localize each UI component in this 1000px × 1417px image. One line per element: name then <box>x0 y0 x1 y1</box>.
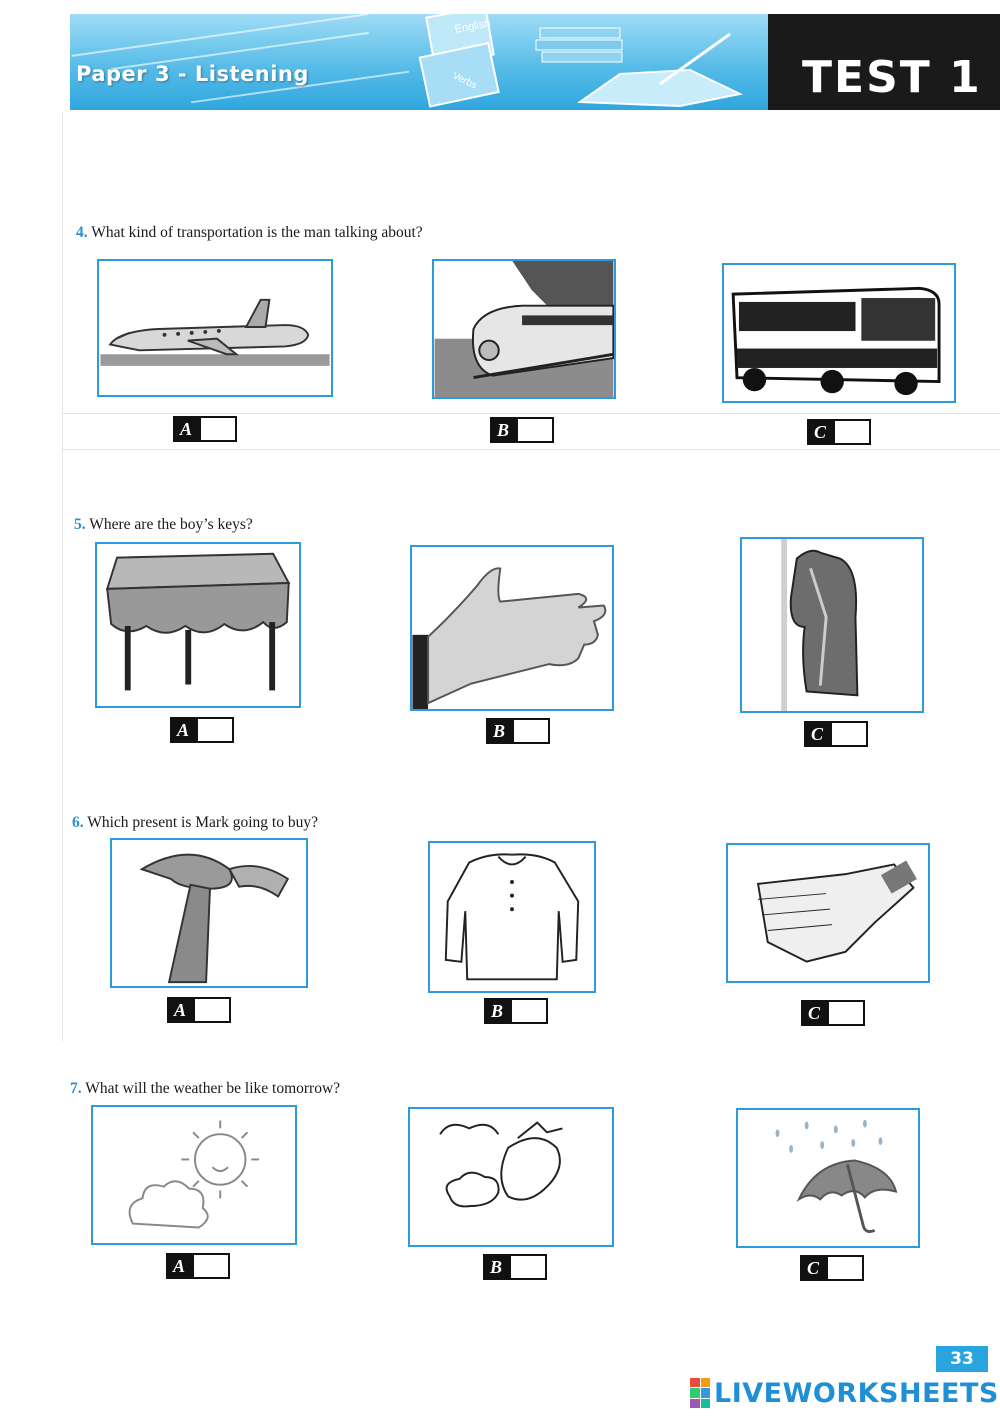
option-letter: C <box>800 1255 826 1281</box>
option-letter: B <box>490 417 516 443</box>
airplane-icon <box>99 261 331 395</box>
option-image-airplane[interactable] <box>97 259 333 397</box>
option-letter: B <box>486 718 512 744</box>
question-number: 5. <box>74 516 86 533</box>
answer-box-b[interactable] <box>490 417 554 443</box>
train-icon <box>434 261 614 397</box>
test-badge <box>768 14 1000 110</box>
option-image-gloves[interactable] <box>726 843 930 983</box>
rainy-icon <box>738 1110 918 1246</box>
option-letter: A <box>167 997 193 1023</box>
option-letter: A <box>166 1253 192 1279</box>
answer-box-b[interactable] <box>486 718 550 744</box>
gloves-icon <box>728 845 928 981</box>
question-text: What will the weather be like tomorrow? <box>85 1080 341 1097</box>
question-5 <box>74 516 253 534</box>
sunny-icon <box>93 1107 295 1243</box>
page-number: 33 <box>936 1346 988 1372</box>
answer-box-c[interactable] <box>804 721 868 747</box>
divider <box>62 449 1000 450</box>
paper-title: Paper 3 - Listening <box>76 62 309 86</box>
answer-input[interactable] <box>826 1255 864 1281</box>
answer-input[interactable] <box>509 1254 547 1280</box>
option-image-sunny[interactable] <box>91 1105 297 1245</box>
liveworksheets-icon <box>690 1378 710 1408</box>
shirt-icon <box>430 843 594 991</box>
brand-name: LIVEWORKSHEETS <box>714 1377 999 1409</box>
answer-box-c[interactable] <box>800 1255 864 1281</box>
answer-input[interactable] <box>196 717 234 743</box>
table-icon <box>97 544 299 706</box>
answer-box-a[interactable] <box>166 1253 230 1279</box>
option-image-scarf[interactable] <box>110 838 308 988</box>
option-image-table[interactable] <box>95 542 301 708</box>
answer-input[interactable] <box>827 1000 865 1026</box>
option-letter: C <box>801 1000 827 1026</box>
answer-input[interactable] <box>512 718 550 744</box>
question-4 <box>76 224 423 242</box>
question-number: 4. <box>76 224 88 241</box>
option-letter: A <box>170 717 196 743</box>
scarf-icon <box>112 840 306 986</box>
jacket-icon <box>742 539 922 711</box>
option-image-windy[interactable] <box>408 1107 614 1247</box>
option-image-rainy[interactable] <box>736 1108 920 1248</box>
option-letter: A <box>173 416 199 442</box>
option-letter: C <box>804 721 830 747</box>
answer-input[interactable] <box>516 417 554 443</box>
answer-input[interactable] <box>192 1253 230 1279</box>
option-letter: B <box>483 1254 509 1280</box>
answer-input[interactable] <box>510 998 548 1024</box>
option-image-bus[interactable] <box>722 263 956 403</box>
header-banner <box>70 14 770 110</box>
option-image-train[interactable] <box>432 259 616 399</box>
divider <box>62 413 1000 414</box>
liveworksheets-logo <box>690 1376 999 1410</box>
answer-box-c[interactable] <box>801 1000 865 1026</box>
question-text: Where are the boy’s keys? <box>89 516 253 533</box>
answer-input[interactable] <box>833 419 871 445</box>
margin-line <box>62 112 63 1042</box>
option-letter: C <box>807 419 833 445</box>
question-6 <box>72 814 318 832</box>
test-label: TEST 1 <box>802 52 982 103</box>
answer-box-a[interactable] <box>173 416 237 442</box>
answer-input[interactable] <box>199 416 237 442</box>
answer-box-c[interactable] <box>807 419 871 445</box>
option-image-shirt[interactable] <box>428 841 596 993</box>
question-number: 6. <box>72 814 84 831</box>
option-image-jacket[interactable] <box>740 537 924 713</box>
question-text: What kind of transportation is the man talking about? <box>91 224 423 241</box>
answer-input[interactable] <box>830 721 868 747</box>
answer-input[interactable] <box>193 997 231 1023</box>
books-illustration <box>410 14 770 110</box>
question-text: Which present is Mark going to buy? <box>87 814 318 831</box>
option-letter: B <box>484 998 510 1024</box>
hand-icon <box>412 547 612 709</box>
bus-icon <box>724 265 954 401</box>
answer-box-a[interactable] <box>170 717 234 743</box>
option-image-hand[interactable] <box>410 545 614 711</box>
windy-icon <box>410 1109 612 1245</box>
answer-box-b[interactable] <box>483 1254 547 1280</box>
question-number: 7. <box>70 1080 82 1097</box>
book-word-english: English <box>453 17 492 36</box>
answer-box-b[interactable] <box>484 998 548 1024</box>
answer-box-a[interactable] <box>167 997 231 1023</box>
question-7 <box>70 1080 340 1098</box>
book-word-verbs: Verbs <box>450 70 479 92</box>
